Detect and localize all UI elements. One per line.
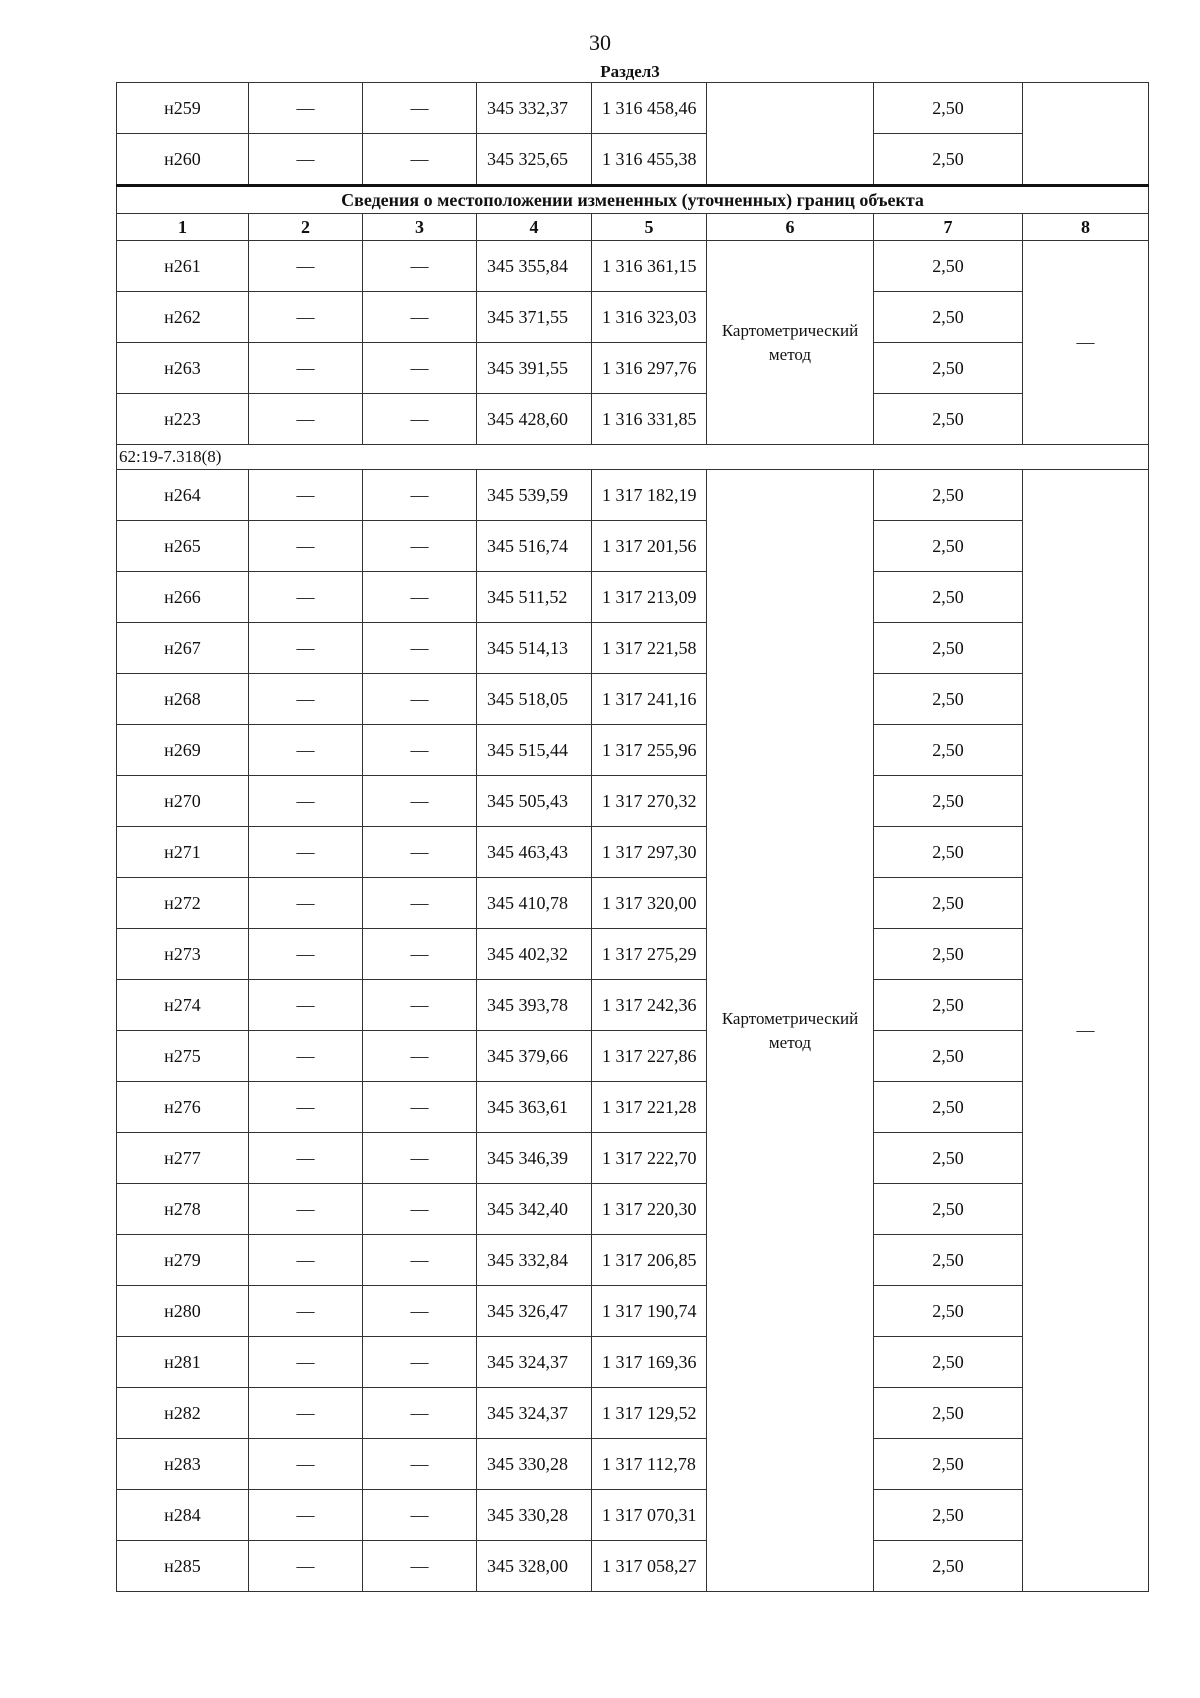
- col2-cell: —: [249, 623, 363, 674]
- col3-cell: —: [363, 1286, 477, 1337]
- col3-cell: —: [363, 878, 477, 929]
- y-coordinate-cell: 1 317 222,70: [592, 1133, 707, 1184]
- x-coordinate-cell: 345 326,47: [477, 1286, 592, 1337]
- col3-cell: —: [363, 929, 477, 980]
- table-row: [117, 1184, 1149, 1235]
- point-cell: н281: [117, 1337, 249, 1388]
- precision-cell: 2,50: [874, 572, 1023, 623]
- x-coordinate-cell: 345 518,05: [477, 674, 592, 725]
- y-coordinate-cell: 1 317 297,30: [592, 827, 707, 878]
- x-coordinate-cell: 345 391,55: [477, 343, 592, 394]
- point-cell: н262: [117, 292, 249, 343]
- method-line-2: метод: [768, 1032, 812, 1052]
- y-coordinate-cell: 1 317 241,16: [592, 674, 707, 725]
- page-number: 30: [589, 30, 611, 55]
- table-row: [117, 1031, 1149, 1082]
- precision-cell: 2,50: [874, 83, 1023, 134]
- x-coordinate-cell: 345 514,13: [477, 623, 592, 674]
- point-cell: н280: [117, 1286, 249, 1337]
- col2-cell: —: [249, 980, 363, 1031]
- x-coordinate-cell: 345 402,32: [477, 929, 592, 980]
- table-row: [117, 878, 1149, 929]
- col2-cell: —: [249, 1541, 363, 1592]
- col2-cell: —: [249, 572, 363, 623]
- table-row: [117, 776, 1149, 827]
- col2-cell: —: [249, 394, 363, 445]
- col2-cell: —: [249, 1082, 363, 1133]
- point-cell: н264: [117, 470, 249, 521]
- x-coordinate-cell: 345 363,61: [477, 1082, 592, 1133]
- precision-cell: 2,50: [874, 827, 1023, 878]
- point-cell: н279: [117, 1235, 249, 1286]
- coordinates-table: [116, 82, 1149, 1592]
- point-cell: н276: [117, 1082, 249, 1133]
- col2-cell: —: [249, 674, 363, 725]
- x-coordinate-cell: 345 325,65: [477, 134, 592, 186]
- point-cell: н277: [117, 1133, 249, 1184]
- col3-cell: —: [363, 1082, 477, 1133]
- y-coordinate-cell: 1 317 169,36: [592, 1337, 707, 1388]
- method-line-1: Картометрический: [721, 1008, 859, 1028]
- col3-cell: —: [363, 776, 477, 827]
- precision-cell: 2,50: [874, 1082, 1023, 1133]
- precision-cell: 2,50: [874, 1286, 1023, 1337]
- x-coordinate-cell: 345 463,43: [477, 827, 592, 878]
- precision-cell: 2,50: [874, 1133, 1023, 1184]
- y-coordinate-cell: 1 317 058,27: [592, 1541, 707, 1592]
- precision-cell: 2,50: [874, 1337, 1023, 1388]
- x-coordinate-cell: 345 410,78: [477, 878, 592, 929]
- y-coordinate-cell: 1 317 129,52: [592, 1388, 707, 1439]
- point-cell: н278: [117, 1184, 249, 1235]
- col3-cell: —: [363, 241, 477, 292]
- table-row: [117, 623, 1149, 674]
- col3-cell: —: [363, 827, 477, 878]
- method-cell: [707, 241, 874, 445]
- table-row: [117, 1439, 1149, 1490]
- col2-cell: —: [249, 83, 363, 134]
- col2-cell: —: [249, 725, 363, 776]
- y-coordinate-cell: 1 316 455,38: [592, 134, 707, 186]
- column-header-4: 4: [477, 214, 592, 241]
- col8-cell: —: [1023, 241, 1149, 445]
- precision-cell: 2,50: [874, 1541, 1023, 1592]
- y-coordinate-cell: 1 316 323,03: [592, 292, 707, 343]
- y-coordinate-cell: 1 317 275,29: [592, 929, 707, 980]
- x-coordinate-cell: 345 330,28: [477, 1490, 592, 1541]
- x-coordinate-cell: 345 332,37: [477, 83, 592, 134]
- y-coordinate-cell: 1 317 242,36: [592, 980, 707, 1031]
- column-header-row: [117, 214, 1149, 241]
- col3-cell: —: [363, 623, 477, 674]
- table-row: [117, 1235, 1149, 1286]
- column-header-1: 1: [117, 214, 249, 241]
- y-coordinate-cell: 1 317 227,86: [592, 1031, 707, 1082]
- y-coordinate-cell: 1 317 221,28: [592, 1082, 707, 1133]
- point-cell: н282: [117, 1388, 249, 1439]
- point-cell: н269: [117, 725, 249, 776]
- col3-cell: —: [363, 134, 477, 186]
- point-cell: н259: [117, 83, 249, 134]
- point-cell: н284: [117, 1490, 249, 1541]
- point-cell: н283: [117, 1439, 249, 1490]
- precision-cell: 2,50: [874, 134, 1023, 186]
- col2-cell: —: [249, 1235, 363, 1286]
- x-coordinate-cell: 345 324,37: [477, 1388, 592, 1439]
- x-coordinate-cell: 345 511,52: [477, 572, 592, 623]
- precision-cell: 2,50: [874, 725, 1023, 776]
- table-row: [117, 1286, 1149, 1337]
- precision-cell: 2,50: [874, 980, 1023, 1031]
- col2-cell: —: [249, 1286, 363, 1337]
- col2-cell: —: [249, 1490, 363, 1541]
- col3-cell: —: [363, 1031, 477, 1082]
- col2-cell: —: [249, 521, 363, 572]
- col3-cell: —: [363, 1133, 477, 1184]
- point-cell: н275: [117, 1031, 249, 1082]
- col3-cell: —: [363, 1337, 477, 1388]
- table-row: [117, 1133, 1149, 1184]
- table-row: [117, 674, 1149, 725]
- y-coordinate-cell: 1 317 112,78: [592, 1439, 707, 1490]
- table-row: [117, 929, 1149, 980]
- col3-cell: —: [363, 1235, 477, 1286]
- y-coordinate-cell: 1 317 270,32: [592, 776, 707, 827]
- precision-cell: 2,50: [874, 878, 1023, 929]
- col2-cell: —: [249, 878, 363, 929]
- table-row: [117, 572, 1149, 623]
- precision-cell: 2,50: [874, 929, 1023, 980]
- col3-cell: —: [363, 674, 477, 725]
- y-coordinate-cell: 1 317 182,19: [592, 470, 707, 521]
- precision-cell: 2,50: [874, 776, 1023, 827]
- precision-cell: 2,50: [874, 623, 1023, 674]
- y-coordinate-cell: 1 317 320,00: [592, 878, 707, 929]
- table-row: [117, 241, 1149, 292]
- col2-cell: —: [249, 470, 363, 521]
- method-cell-empty: [707, 83, 874, 186]
- col3-cell: —: [363, 394, 477, 445]
- x-coordinate-cell: 345 328,00: [477, 1541, 592, 1592]
- col3-cell: —: [363, 470, 477, 521]
- y-coordinate-cell: 1 317 070,31: [592, 1490, 707, 1541]
- col2-cell: —: [249, 1133, 363, 1184]
- column-header-7: 7: [874, 214, 1023, 241]
- col3-cell: —: [363, 725, 477, 776]
- column-header-6: 6: [707, 214, 874, 241]
- point-cell: н260: [117, 134, 249, 186]
- section-label: Раздел3: [600, 62, 660, 81]
- point-cell: н265: [117, 521, 249, 572]
- table-row: [117, 1541, 1149, 1592]
- col8-cell: —: [1023, 470, 1149, 1592]
- column-header-5: 5: [592, 214, 707, 241]
- column-header-3: 3: [363, 214, 477, 241]
- col2-cell: —: [249, 292, 363, 343]
- precision-cell: 2,50: [874, 1490, 1023, 1541]
- table-row: [117, 1082, 1149, 1133]
- method-line-2: метод: [768, 344, 812, 364]
- col2-cell: —: [249, 827, 363, 878]
- x-coordinate-cell: 345 428,60: [477, 394, 592, 445]
- point-cell: н285: [117, 1541, 249, 1592]
- table-row: [117, 1337, 1149, 1388]
- precision-cell: 2,50: [874, 241, 1023, 292]
- point-cell: н272: [117, 878, 249, 929]
- col2-cell: —: [249, 929, 363, 980]
- precision-cell: 2,50: [874, 292, 1023, 343]
- y-coordinate-cell: 1 316 361,15: [592, 241, 707, 292]
- point-cell: н271: [117, 827, 249, 878]
- col2-cell: —: [249, 134, 363, 186]
- table-row: [117, 134, 1149, 186]
- y-coordinate-cell: 1 316 297,76: [592, 343, 707, 394]
- y-coordinate-cell: 1 317 201,56: [592, 521, 707, 572]
- point-cell: н263: [117, 343, 249, 394]
- x-coordinate-cell: 345 393,78: [477, 980, 592, 1031]
- col2-cell: —: [249, 1337, 363, 1388]
- section-title: Сведения о местоположении измененных (уточненных) границ объекта: [117, 186, 1149, 214]
- precision-cell: 2,50: [874, 343, 1023, 394]
- x-coordinate-cell: 345 332,84: [477, 1235, 592, 1286]
- col3-cell: —: [363, 1388, 477, 1439]
- col2-cell: —: [249, 343, 363, 394]
- table-row: [117, 521, 1149, 572]
- col3-cell: —: [363, 1490, 477, 1541]
- column-header-2: 2: [249, 214, 363, 241]
- point-cell: н261: [117, 241, 249, 292]
- table-row: [117, 1490, 1149, 1541]
- y-coordinate-cell: 1 317 206,85: [592, 1235, 707, 1286]
- col2-cell: —: [249, 776, 363, 827]
- col2-cell: —: [249, 1388, 363, 1439]
- precision-cell: 2,50: [874, 1439, 1023, 1490]
- precision-cell: 2,50: [874, 1235, 1023, 1286]
- point-cell: н268: [117, 674, 249, 725]
- y-coordinate-cell: 1 317 213,09: [592, 572, 707, 623]
- precision-cell: 2,50: [874, 394, 1023, 445]
- precision-cell: 2,50: [874, 521, 1023, 572]
- section-title-row: [117, 186, 1149, 214]
- col3-cell: —: [363, 572, 477, 623]
- col3-cell: —: [363, 1541, 477, 1592]
- point-cell: н270: [117, 776, 249, 827]
- x-coordinate-cell: 345 516,74: [477, 521, 592, 572]
- parcel-number: 62:19-7.318(8): [117, 445, 1149, 470]
- col3-cell: —: [363, 980, 477, 1031]
- col2-cell: —: [249, 241, 363, 292]
- col3-cell: —: [363, 521, 477, 572]
- precision-cell: 2,50: [874, 1388, 1023, 1439]
- table-row: [117, 980, 1149, 1031]
- method-line-1: Картометрический: [721, 320, 859, 340]
- x-coordinate-cell: 345 342,40: [477, 1184, 592, 1235]
- col3-cell: —: [363, 343, 477, 394]
- column-header-8: 8: [1023, 214, 1149, 241]
- x-coordinate-cell: 345 355,84: [477, 241, 592, 292]
- x-coordinate-cell: 345 515,44: [477, 725, 592, 776]
- table-row: [117, 394, 1149, 445]
- col2-cell: —: [249, 1439, 363, 1490]
- x-coordinate-cell: 345 371,55: [477, 292, 592, 343]
- point-cell: н274: [117, 980, 249, 1031]
- x-coordinate-cell: 345 505,43: [477, 776, 592, 827]
- col3-cell: —: [363, 1184, 477, 1235]
- y-coordinate-cell: 1 317 190,74: [592, 1286, 707, 1337]
- x-coordinate-cell: 345 330,28: [477, 1439, 592, 1490]
- precision-cell: 2,50: [874, 1031, 1023, 1082]
- precision-cell: 2,50: [874, 674, 1023, 725]
- y-coordinate-cell: 1 316 331,85: [592, 394, 707, 445]
- precision-cell: 2,50: [874, 1184, 1023, 1235]
- y-coordinate-cell: 1 317 220,30: [592, 1184, 707, 1235]
- x-coordinate-cell: 345 539,59: [477, 470, 592, 521]
- table-row: [117, 725, 1149, 776]
- col3-cell: —: [363, 292, 477, 343]
- parcel-separator-row: [117, 445, 1149, 470]
- point-cell: н267: [117, 623, 249, 674]
- table-row: [117, 292, 1149, 343]
- col2-cell: —: [249, 1031, 363, 1082]
- col8-cell: [1023, 83, 1149, 186]
- table-row: [117, 1388, 1149, 1439]
- table-row: [117, 827, 1149, 878]
- x-coordinate-cell: 345 379,66: [477, 1031, 592, 1082]
- col3-cell: —: [363, 83, 477, 134]
- method-cell: [707, 470, 874, 1592]
- x-coordinate-cell: 345 346,39: [477, 1133, 592, 1184]
- point-cell: н223: [117, 394, 249, 445]
- col2-cell: —: [249, 1184, 363, 1235]
- y-coordinate-cell: 1 317 255,96: [592, 725, 707, 776]
- point-cell: н273: [117, 929, 249, 980]
- y-coordinate-cell: 1 317 221,58: [592, 623, 707, 674]
- table-row: [117, 470, 1149, 521]
- y-coordinate-cell: 1 316 458,46: [592, 83, 707, 134]
- x-coordinate-cell: 345 324,37: [477, 1337, 592, 1388]
- precision-cell: 2,50: [874, 470, 1023, 521]
- point-cell: н266: [117, 572, 249, 623]
- col3-cell: —: [363, 1439, 477, 1490]
- table-row: [117, 83, 1149, 134]
- table-row: [117, 343, 1149, 394]
